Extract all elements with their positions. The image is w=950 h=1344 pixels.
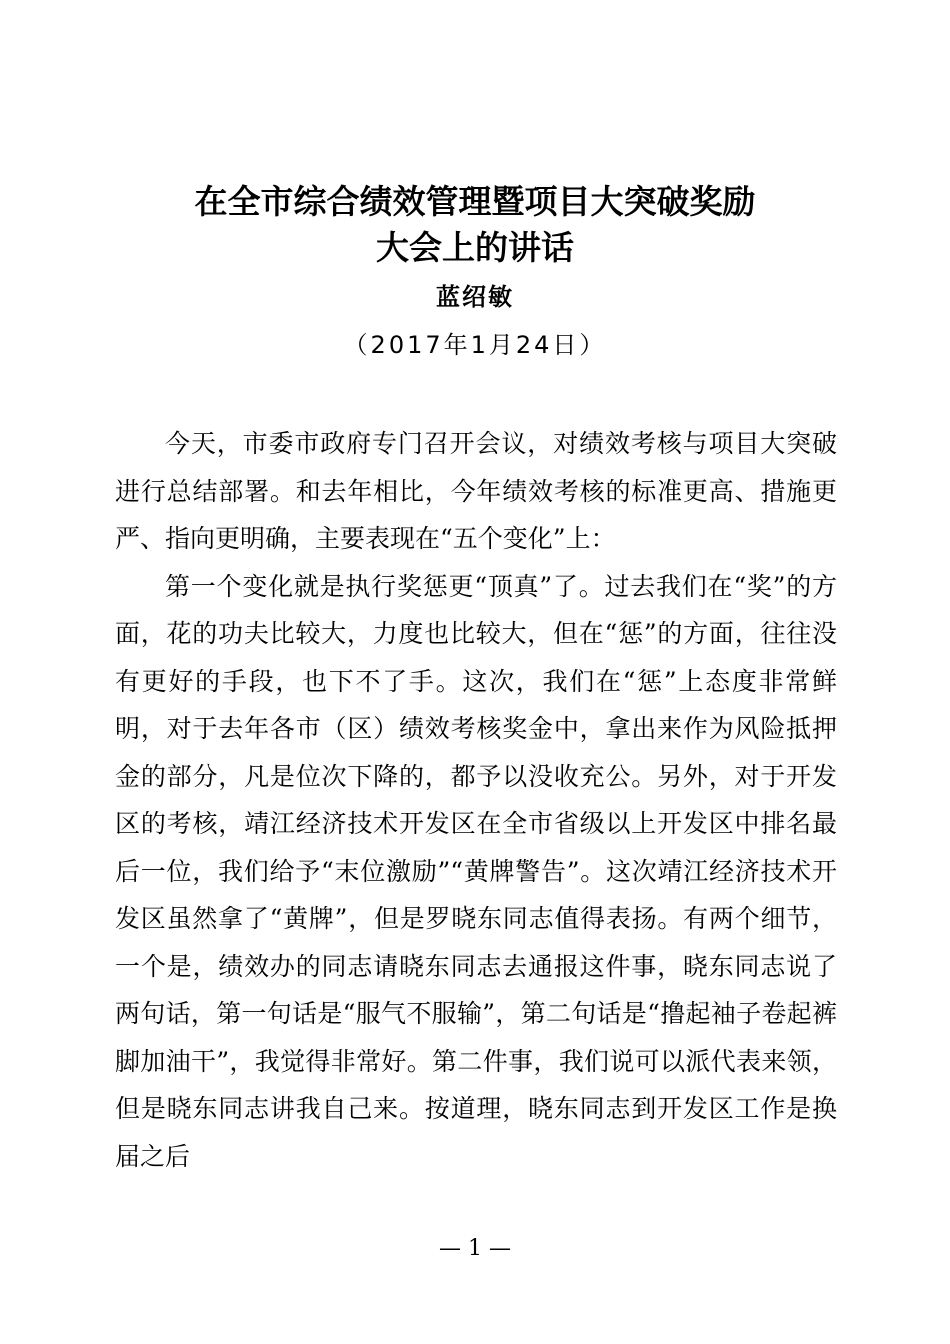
page-number: — 1 — [439,1236,511,1261]
document-title-line-1: 在全市综合绩效管理暨项目大突破奖励 [194,182,756,221]
author-name: 蓝绍敏 [436,283,514,311]
document-body [115,420,837,1180]
paragraph: 第一个变化就是执行奖惩更“顶真”了。过去我们在“奖”的方面，花的功夫比较大，力度也比较大，但在“惩”的方面，往往没有更好的手段，也下不了手。这次，我们在“惩”上态度非常鲜明，对于去年各市（区）绩效考核奖金中，拿出来作为风险抵押金的部分，凡是位次下降的，都予以没收充公。另外，对于开发区的考核，靖江经济技术开发区在全市省级以上开发区中排名最后一位，我们给予“末位激励”“黄牌警告”。这次靖江经济技术开发区虽然拿了“黄牌”，但是罗晓东同志值得表扬。有两个细节，一个是，绩效办的同志请晓东同志去通报这件事，晓东同志说了两句话，第一句话是“服气不服输”，第二句话是“撸起袖子卷起裤脚加油干”，我觉得非常好。第二件事，我们说可以派代表来领，但是晓东同志讲我自己来。按道理，晓东同志到开发区工作是换届之后 [115,571,837,1171]
speech-date: （2017年1月24日） [343,331,607,359]
document-title-line-2: 大会上的讲话 [376,228,574,267]
paragraph: 今天，市委市政府专门召开会议，对绩效考核与项目大突破进行总结部署。和去年相比，今年绩效考核的标准更高、措施更严、指向更明确，主要表现在“五个变化”上： [115,429,837,553]
